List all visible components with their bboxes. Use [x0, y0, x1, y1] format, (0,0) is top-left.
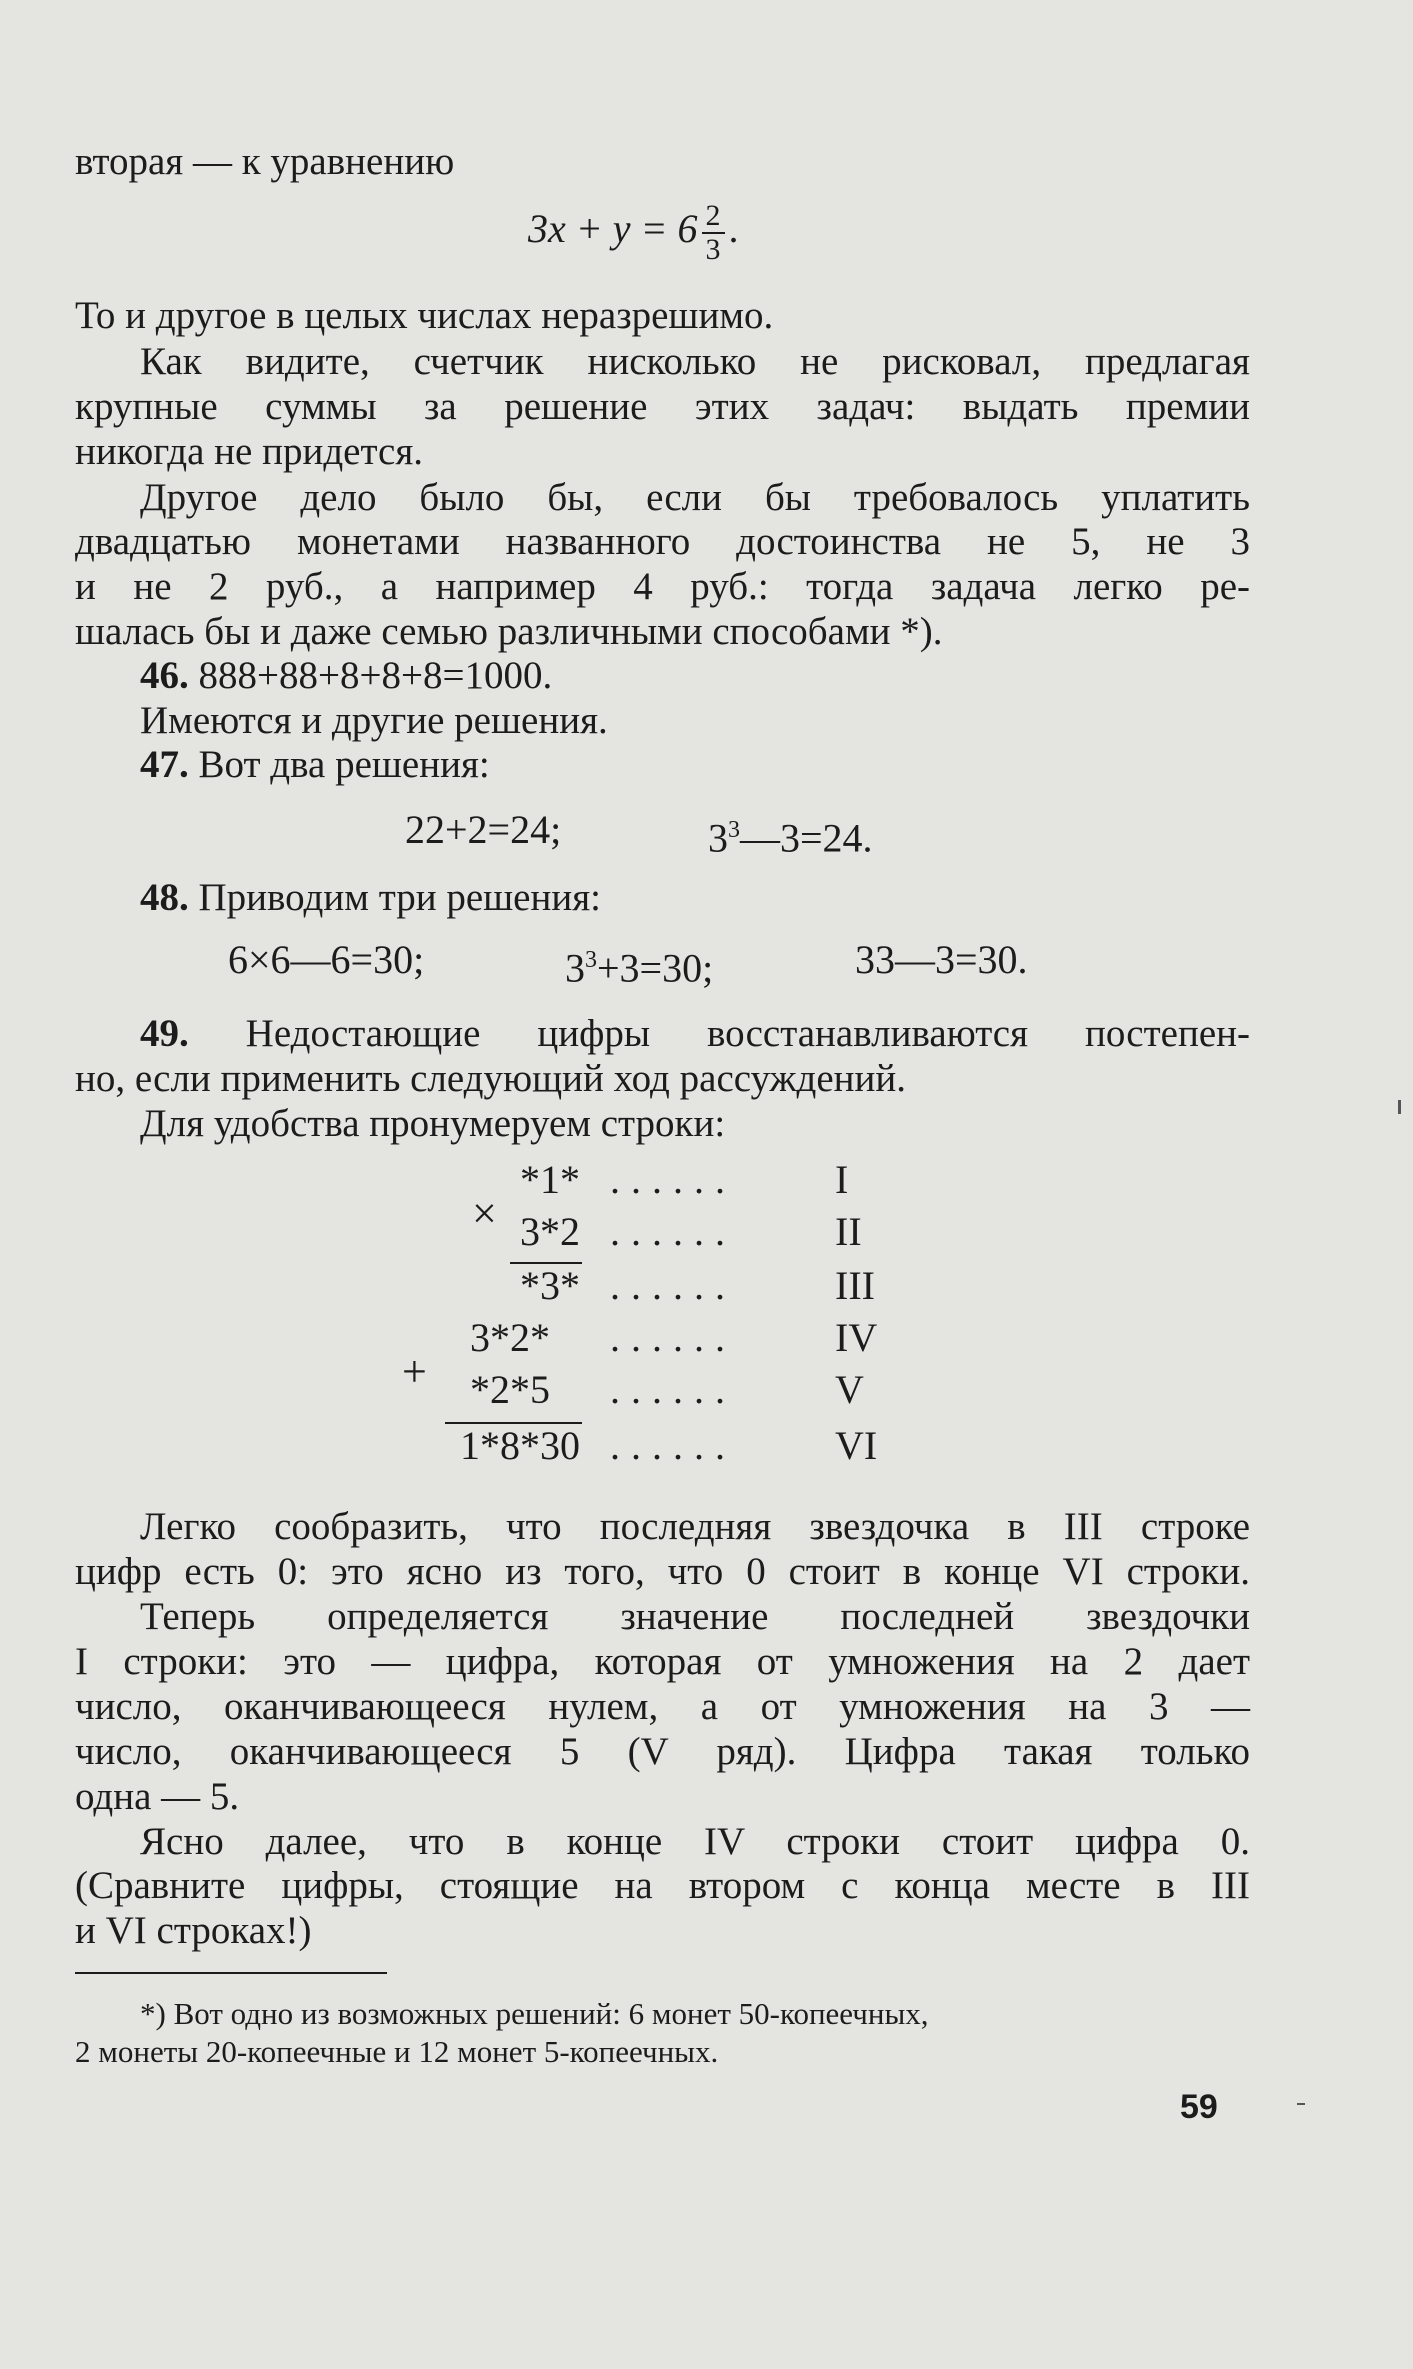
text-line: Другое дело было бы, если бы требовалось уплатить: [140, 476, 1250, 519]
text-line: Как видите, счетчик нисколько не рисковал, предлагая: [140, 340, 1250, 383]
formula-48a: 6×6—6=30;: [228, 937, 425, 982]
problem-solution: 888+88+8+8+8=1000.: [198, 654, 553, 697]
power-base: 3: [708, 815, 728, 861]
text-line: Имеются и другие решения.: [140, 699, 608, 742]
text-line: одна — 5.: [75, 1775, 240, 1818]
problem-number: 46.: [140, 654, 189, 697]
puzzle-digits: *2*5: [470, 1367, 550, 1412]
footnote-separator: [75, 1972, 387, 1974]
text-line: вторая — к уравнению: [75, 140, 455, 183]
puzzle-digits: *3*: [520, 1263, 580, 1308]
puzzle-row-number: I: [835, 1157, 849, 1202]
puzzle-digits: 1*8*30: [460, 1423, 580, 1468]
problem-text: Вот два решения:: [198, 743, 490, 786]
fraction-numerator: 2: [702, 200, 725, 234]
puzzle-row-number: III: [835, 1263, 875, 1308]
puzzle-row-number: II: [835, 1209, 862, 1254]
problem-47: [140, 743, 1250, 787]
text-line: число, оканчивающееся нулем, а от умножения на 3 —: [75, 1685, 1250, 1728]
puzzle-dots: ......: [610, 1209, 736, 1254]
power-exponent: 3: [585, 947, 597, 973]
margin-mark: [1297, 2103, 1305, 2105]
footnote-line: *) Вот одно из возможных решений: 6 монет 50-копеечных,: [140, 1996, 929, 2031]
puzzle-dots: ......: [610, 1367, 736, 1412]
puzzle-dots: ......: [610, 1315, 736, 1360]
text-line: крупные суммы за решение этих задач: выдать премии: [75, 385, 1250, 428]
puzzle-row-number: VI: [835, 1423, 878, 1468]
formula-48c: 33—3=30.: [855, 937, 1028, 982]
text-line: Ясно далее, что в конце IV строки стоит цифра 0.: [140, 1820, 1250, 1863]
text-line: цифр есть 0: это ясно из того, что 0 стоит в конце VI строки.: [75, 1550, 1250, 1593]
equation-end: .: [728, 206, 739, 252]
power-exponent: 3: [728, 817, 740, 843]
text-line: двадцатью монетами названного достоинства не 5, не 3: [75, 520, 1250, 563]
power-base: 3: [565, 945, 585, 991]
problem-48: [140, 876, 1250, 920]
problem-number: 48.: [140, 876, 189, 919]
puzzle-dots: ......: [610, 1423, 736, 1468]
formula-48b: [565, 938, 713, 990]
problem-text: Недостающие цифры восстанавливаются постепен-: [245, 1012, 1251, 1055]
problem-number: 47.: [140, 743, 189, 786]
problem-text: Приводим три решения:: [198, 876, 602, 919]
puzzle-digits: 3*2: [520, 1209, 580, 1254]
text-line: и не 2 руб., а например 4 руб.: тогда задача легко ре-: [75, 565, 1250, 608]
puzzle-row-number: IV: [835, 1315, 878, 1360]
equation: [528, 200, 739, 266]
plus-sign: +: [402, 1347, 427, 1396]
problem-49: [140, 1012, 1250, 1056]
problem-46: [140, 654, 1250, 698]
text-line: Для удобства пронумеруем строки:: [140, 1102, 726, 1145]
text-line: никогда не придется.: [75, 430, 424, 473]
puzzle-dots: ......: [610, 1263, 736, 1308]
formula-rest: —3=24.: [740, 815, 873, 861]
margin-mark: [1398, 1100, 1401, 1114]
footnote-line: 2 монеты 20-копеечные и 12 монет 5-копеечных.: [75, 2034, 719, 2069]
puzzle-dots: ......: [610, 1157, 736, 1202]
text-line: шалась бы и даже семью различными способами *).: [75, 610, 943, 653]
fraction-denominator: 3: [705, 233, 721, 266]
multiply-sign: ×: [472, 1189, 497, 1238]
text-line: (Сравните цифры, стоящие на втором с конца месте в III: [75, 1864, 1250, 1907]
text-line: Теперь определяется значение последней звездочки: [140, 1595, 1250, 1638]
text-line: Легко сообразить, что последняя звездочка в III строке: [140, 1505, 1250, 1548]
equation-lhs: 3x + y = 6: [528, 206, 698, 252]
text-line: То и другое в целых числах неразрешимо.: [75, 294, 774, 337]
page-number: 59: [1180, 2088, 1218, 2126]
problem-number: 49.: [140, 1012, 189, 1055]
text-line: но, если применить следующий ход рассуждений.: [75, 1057, 907, 1100]
puzzle-digits: 3*2*: [470, 1315, 550, 1360]
formula-47a: 22+2=24;: [405, 807, 562, 852]
fraction: [702, 200, 725, 266]
text-line: число, оканчивающееся 5 (V ряд). Цифра такая только: [75, 1730, 1250, 1773]
formula-47b: [708, 808, 873, 860]
formula-rest: +3=30;: [597, 945, 714, 991]
text-line: и VI строках!): [75, 1909, 312, 1952]
puzzle-digits: *1*: [520, 1157, 580, 1202]
puzzle-row-number: V: [835, 1367, 864, 1412]
text-line: I строки: это — цифра, которая от умножения на 2 дает: [75, 1640, 1250, 1683]
